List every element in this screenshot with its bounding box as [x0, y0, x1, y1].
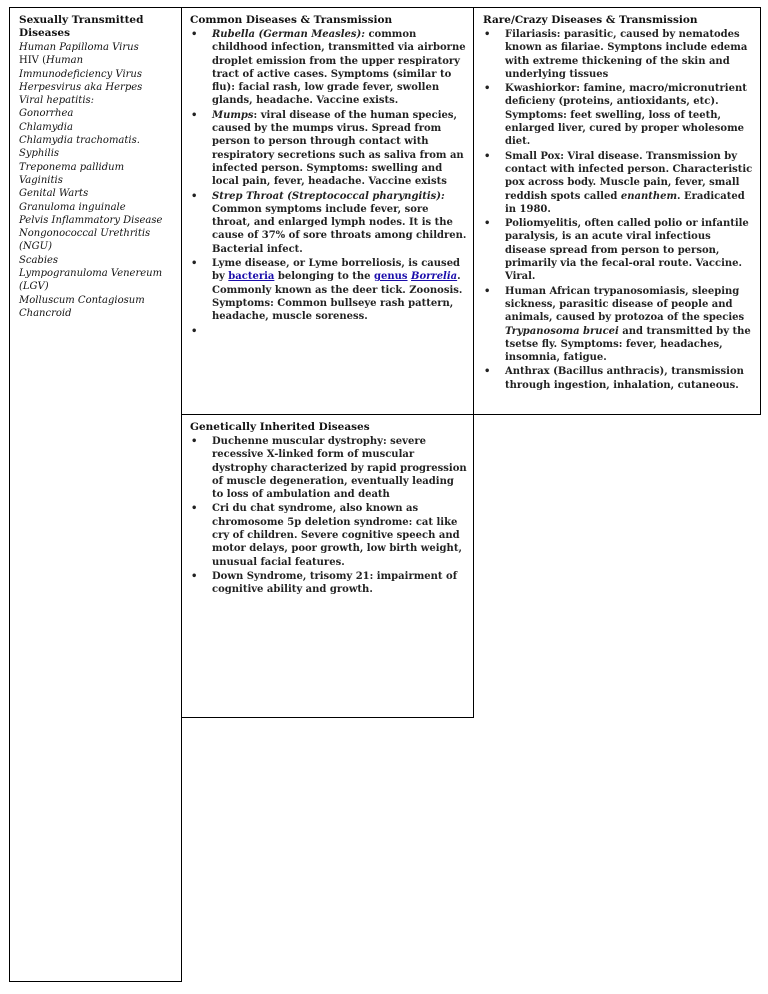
sleeping-text-a: Human African trypanosomiasis, sleeping sickness, parasitic disease of people and animals, caused by protozoa of the species	[505, 285, 745, 324]
rubella-name: Rubella (German Measles):	[212, 29, 365, 40]
smallpox-term: enanthem	[620, 190, 678, 202]
list-item: Chlamydia	[19, 121, 73, 133]
list-item: Genital Warts	[19, 188, 89, 200]
list-item: • Duchenne muscular dystrophy: severe recessive X-linked form of muscular dystrophy characterized by rapid progression of muscle degeneration, eventually leading to loss of ambulation and death	[212, 435, 467, 501]
list-item-kwashiorkor: • Kwashiorkor: famine, macro/micronutrient deficieny (proteins, antioxidants, etc). Symptoms: feet swelling, loss of teeth, enlarged liver, cured by proper wholesome diet.	[505, 82, 754, 148]
mumps-desc: : viral disease of the human species, caused by the mumps virus. Spread from person to person through contact with respiratory secretions such as saliva from an infected person. Symptoms: swelling and local pain, fever, headache. Vaccine exists	[212, 109, 464, 188]
list-item: Human Papilloma Virus	[19, 42, 139, 53]
list-item	[19, 54, 177, 81]
lyme-text-a: Lyme disease, or Lyme borreliosis, is caused by	[212, 258, 461, 283]
strep-desc: Common symptoms include fever, sore throat, and enlarged lymph nodes. It is the cause of 37% of sore throats among children. Bacterial infect.	[212, 203, 467, 255]
borrelia-link[interactable]: Borrelia	[411, 271, 458, 283]
list-item: • Down Syndrome, trisomy 21: impairment of cognitive ability and growth.	[212, 570, 467, 597]
list-item: Scabies	[19, 254, 59, 266]
rare-heading: Rare/Crazy Diseases & Transmission	[483, 14, 698, 26]
smallpox-text-a: Small Pox: Viral disease. Transmission by contact with infected person. Characteristic pox across body. Muscle pain, fever, small reddish spots called	[505, 150, 753, 202]
list-item: Vaginitis	[19, 174, 63, 186]
list-item: Lympogranuloma Venereum (LGV)	[19, 268, 163, 293]
rare-list	[483, 28, 754, 392]
list-item-filariasis: • Filariasis: parasitic, caused by nematodes known as filariae. Symptons include edema with extreme thickening of the skin and underlying tissues	[505, 28, 754, 81]
list-item-lyme	[212, 257, 467, 323]
list-item-sleeping-sickness	[505, 285, 754, 365]
list-item: Nongonococcal Urethritis (NGU)	[19, 228, 151, 253]
genus-link[interactable]: genus	[374, 271, 408, 283]
rare-diseases-panel	[473, 7, 761, 415]
genetic-diseases-panel	[181, 414, 474, 718]
list-item: Gonorrhea	[19, 108, 74, 120]
rubella-desc: common childhood infection, transmitted via airborne droplet emission from the upper respiratory tract of active cases. Symptoms (similar to flu): facial rash, low grade fever, swollen glands, headache. Vaccine exists.	[212, 29, 466, 107]
genetic-heading: Genetically Inherited Diseases	[190, 421, 370, 433]
hiv-name: Human Immunodeficiency Virus	[19, 55, 142, 80]
list-item-smallpox	[505, 150, 754, 216]
list-item: Viral hepatitis:	[19, 95, 95, 107]
std-heading: Sexually Transmitted Diseases	[19, 14, 144, 39]
sleeping-text-b: and transmitted by the tsetse fly. Symptoms: fever, headaches, insomnia, fatigue.	[505, 325, 751, 364]
list-item-rubella	[212, 28, 467, 108]
list-item: Syphilis	[19, 148, 60, 160]
lyme-text-c: . Commonly known as the deer tick. Zoonosis. Symptoms: Common bullseye rash pattern, headache, muscle soreness.	[212, 271, 463, 323]
common-list	[190, 28, 467, 324]
list-item-polio: • Poliomyelitis, often called polio or infantile paralysis, is an acute viral infectious disease spread from person to person, primarily via the fecal-oral route. Vaccine. Viral.	[505, 217, 754, 283]
bacteria-link[interactable]: bacteria	[228, 271, 275, 283]
mumps-name: Mumps	[212, 109, 254, 121]
common-diseases-panel	[181, 7, 474, 415]
sleeping-species: Trypanosoma brucei	[505, 325, 619, 337]
strep-name: Strep Throat (Streptococcal pharyngitis):	[212, 190, 445, 202]
list-item-mumps	[212, 109, 467, 189]
list-item: Pelvis Inflammatory Disease	[19, 214, 163, 226]
common-heading: Common Diseases & Transmission	[190, 14, 393, 26]
std-panel	[9, 7, 182, 982]
list-item: Molluscum Contagiosum	[19, 294, 145, 306]
list-item: • Cri du chat syndrome, also known as chromosome 5p deletion syndrome: cat like cry of children. Severe cognitive speech and motor delays, poor growth, low birth weight, unusual facial features.	[212, 502, 467, 568]
list-item: Chancroid	[19, 307, 72, 319]
hiv-prefix: HIV (	[19, 55, 46, 67]
list-item: Granuloma inguinale	[19, 201, 126, 213]
list-item: Chlamydia trachomatis.	[19, 135, 140, 147]
list-item: Herpesvirus aka Herpes	[19, 81, 143, 93]
genetic-list	[190, 435, 467, 597]
list-item: Treponema pallidum	[19, 161, 125, 173]
std-list	[19, 41, 177, 320]
list-item-anthrax: • Anthrax (Bacillus anthracis), transmission through ingestion, inhalation, cutaneous.	[505, 365, 754, 392]
lyme-text-b: belonging to the	[274, 271, 375, 283]
smallpox-text-b: . Eradicated in 1980.	[505, 190, 745, 215]
list-item-strep	[212, 190, 467, 256]
